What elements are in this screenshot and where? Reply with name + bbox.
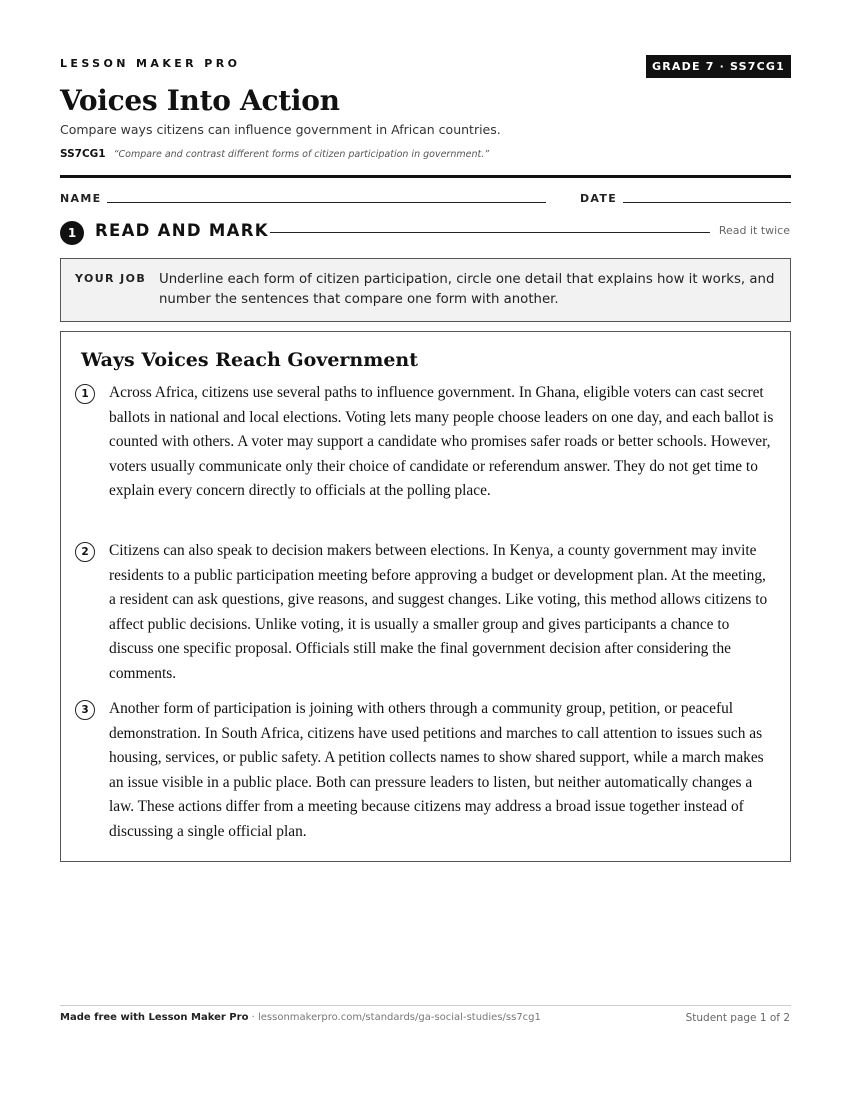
paragraph-number-badge: 1 — [75, 384, 95, 404]
brand-name: LESSON MAKER PRO — [60, 57, 241, 70]
passage-box — [60, 331, 791, 862]
paragraph-text: Across Africa, citizens use several paths to influence government. In Ghana, eligible voters can cast secret ballots in national and local elections. Voting lets many people choose leaders on one day, and each ballot is counted with others. A voter may support a candidate who promises safer roads or better schools. However, voters usually communicate only their choice of candidate or referendum answer. They do not get time to explain every concern directly to officials at the polling place. — [109, 384, 774, 500]
paragraph-number-badge: 3 — [75, 700, 95, 720]
footer-credit — [60, 1012, 541, 1023]
standard-line — [60, 148, 489, 160]
footer-made-with: Made free with Lesson Maker Pro — [60, 1012, 249, 1023]
job-box — [60, 258, 791, 322]
paragraph-number-badge: 2 — [75, 542, 95, 562]
page-title: Voices Into Action — [60, 84, 340, 117]
job-label: YOUR JOB — [75, 272, 147, 285]
name-field-line[interactable] — [107, 202, 546, 203]
header-divider — [60, 175, 791, 178]
job-instructions: Underline each form of citizen participation, circle one detail that explains how it works, and number the sentences that compare one form with another. — [159, 272, 775, 307]
footer-divider — [60, 1005, 791, 1006]
date-field-line[interactable] — [623, 202, 791, 203]
standard-quote: “Compare and contrast different forms of citizen participation in government.” — [113, 149, 490, 160]
paragraph-text: Citizens can also speak to decision makers between elections. In Kenya, a county government may invite residents to a public participation meeting before approving a budget or development plan. At the meeting, a resident can ask questions, give reasons, and suggest changes. Like voting, this method allows citizens to affect public decisions. Unlike voting, it is usually a smaller group and gives participants a chance to discuss one specific proposal. Officials still make the final government decision after considering the comments. — [109, 542, 768, 682]
name-label: NAME — [60, 192, 102, 205]
section-hint: Read it twice — [718, 224, 790, 237]
footer-page-number: Student page 1 of 2 — [685, 1012, 790, 1024]
passage-title: Ways Voices Reach Government — [81, 349, 419, 371]
step-number-badge: 1 — [60, 221, 84, 245]
section-title: READ AND MARK — [95, 221, 269, 240]
standard-code: SS7CG1 — [60, 148, 106, 160]
paragraph-text: Another form of participation is joining with others through a community group, petition, or peaceful demonstration. In South Africa, citizens have used petitions and marches to call attention to issues such as housing, services, or public safety. A petition collects names to show shared support, while a march makes an issue visible in a public place. Both can pressure leaders to listen, but neither automatically changes a law. These actions differ from a meeting because citizens may address a broad issue together instead of discussing a single official plan. — [109, 700, 764, 840]
page-subtitle: Compare ways citizens can influence government in African countries. — [60, 122, 501, 137]
footer-url[interactable]: · lessonmakerpro.com/standards/ga-social-studies/ss7cg1 — [248, 1012, 541, 1023]
grade-badge: GRADE 7 · SS7CG1 — [646, 55, 791, 78]
date-label: DATE — [580, 192, 618, 205]
section-rule — [270, 232, 710, 233]
